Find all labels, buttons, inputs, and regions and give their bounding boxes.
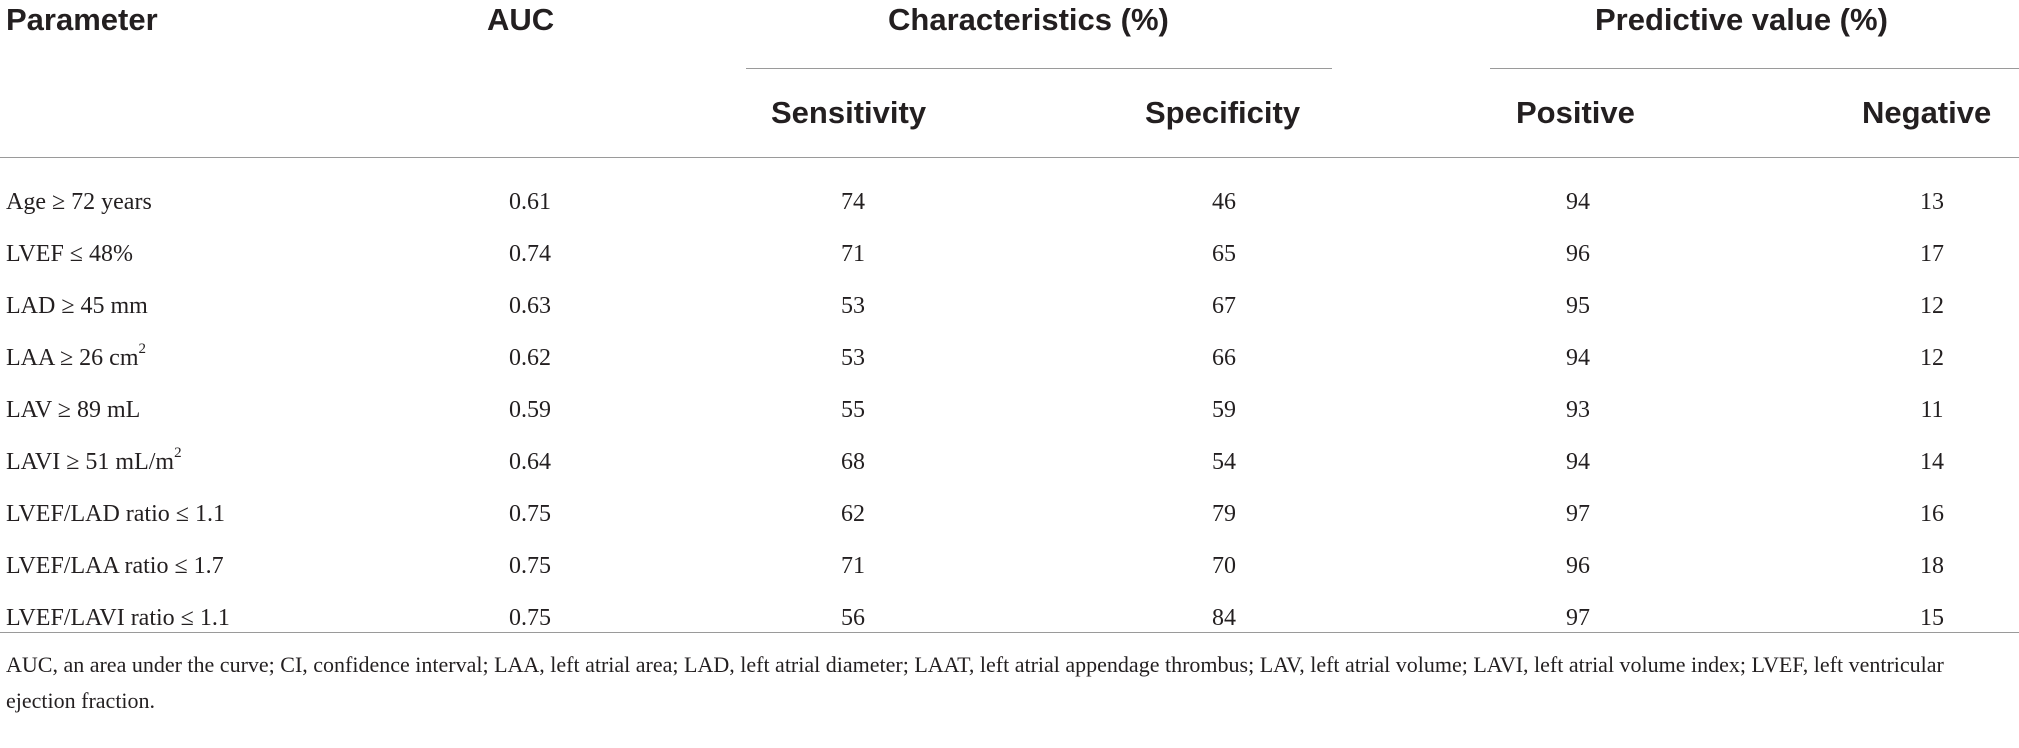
cell-positive: 94 [1566,189,1590,215]
header-bottom-rule [0,157,2019,158]
cell-positive: 94 [1566,449,1590,475]
cell-specificity: 59 [1212,397,1236,423]
table-row [0,384,2019,436]
header-auc: AUC [487,2,555,37]
cell-sensitivity: 71 [841,553,865,579]
table-row [0,488,2019,540]
cell-specificity: 79 [1212,501,1236,527]
table-row [0,332,2019,384]
cell-negative: 14 [1920,449,1944,475]
header-characteristics: Characteristics (%) [888,2,1169,37]
cell-sensitivity: 53 [841,293,865,319]
cell-parameter: LVEF ≤ 48% [6,241,133,267]
cell-positive: 96 [1566,553,1590,579]
cell-specificity: 84 [1212,605,1236,631]
cell-auc: 0.75 [509,605,551,631]
cell-specificity: 66 [1212,345,1236,371]
cell-parameter: LAA ≥ 26 $cm^2$ [6,341,146,371]
cell-parameter: Age ≥ 72 years [6,189,152,215]
cell-auc: 0.75 [509,553,551,579]
cell-negative: 17 [1920,241,1944,267]
cell-auc: 0.63 [509,293,551,319]
cell-negative: 15 [1920,605,1944,631]
cell-positive: 93 [1566,397,1590,423]
table-row [0,592,2019,644]
cell-parameter: LVEF/LAA ratio ≤ 1.7 [6,553,224,579]
cell-auc: 0.75 [509,501,551,527]
cell-parameter: LVEF/LAD ratio ≤ 1.1 [6,501,225,527]
cell-positive: 97 [1566,501,1590,527]
cell-positive: 94 [1566,345,1590,371]
header-sensitivity: Sensitivity [771,95,927,130]
cell-specificity: 65 [1212,241,1236,267]
cell-sensitivity: 56 [841,605,865,631]
cell-positive: 96 [1566,241,1590,267]
cell-parameter: LVEF/LAVI ratio ≤ 1.1 [6,605,230,631]
cell-auc: 0.59 [509,397,551,423]
header-specificity: Specificity [1145,95,1301,130]
cell-auc: 0.61 [509,189,551,215]
cell-auc: 0.64 [509,449,551,475]
characteristics-group-rule [746,68,1332,69]
cell-auc: 0.62 [509,345,551,371]
cell-negative: 11 [1920,397,1944,423]
table-row [0,228,2019,280]
cell-specificity: 67 [1212,293,1236,319]
cell-positive: 97 [1566,605,1590,631]
header-positive: Positive [1516,95,1635,130]
cell-sensitivity: 55 [841,397,865,423]
cell-negative: 13 [1920,189,1944,215]
cell-negative: 16 [1920,501,1944,527]
table-footnote: AUC, an area under the curve; CI, confidence interval; LAA, left atrial area; LAD, left atrial diameter; LAAT, left atrial appendage thrombus; LAV, left atrial volume; LAVI, left atrial volume index; LVEF, left ventricular ejection fraction. [6,652,1944,713]
cell-parameter: LAD ≥ 45 mm [6,293,148,319]
table-row [0,176,2019,228]
cell-parameter: LAVI ≥ 51 $mL/m^2$ [6,445,182,475]
table-row [0,436,2019,488]
header-negative: Negative [1862,95,1992,130]
cell-specificity: 54 [1212,449,1236,475]
cell-sensitivity: 62 [841,501,865,527]
cell-negative: 12 [1920,293,1944,319]
cell-sensitivity: 74 [841,189,865,215]
cell-sensitivity: 71 [841,241,865,267]
table-bottom-rule [0,632,2019,633]
cell-positive: 95 [1566,293,1590,319]
table-row [0,540,2019,592]
cell-parameter: LAV ≥ 89 mL [6,397,141,423]
cell-sensitivity: 68 [841,449,865,475]
table-row [0,280,2019,332]
header-parameter: Parameter [6,2,158,37]
cell-specificity: 70 [1212,553,1236,579]
cell-auc: 0.74 [509,241,551,267]
cell-sensitivity: 53 [841,345,865,371]
cell-negative: 12 [1920,345,1944,371]
header-predictive-value: Predictive value (%) [1595,2,1888,37]
cell-negative: 18 [1920,553,1944,579]
predictive-group-rule [1490,68,2019,69]
cell-specificity: 46 [1212,189,1236,215]
